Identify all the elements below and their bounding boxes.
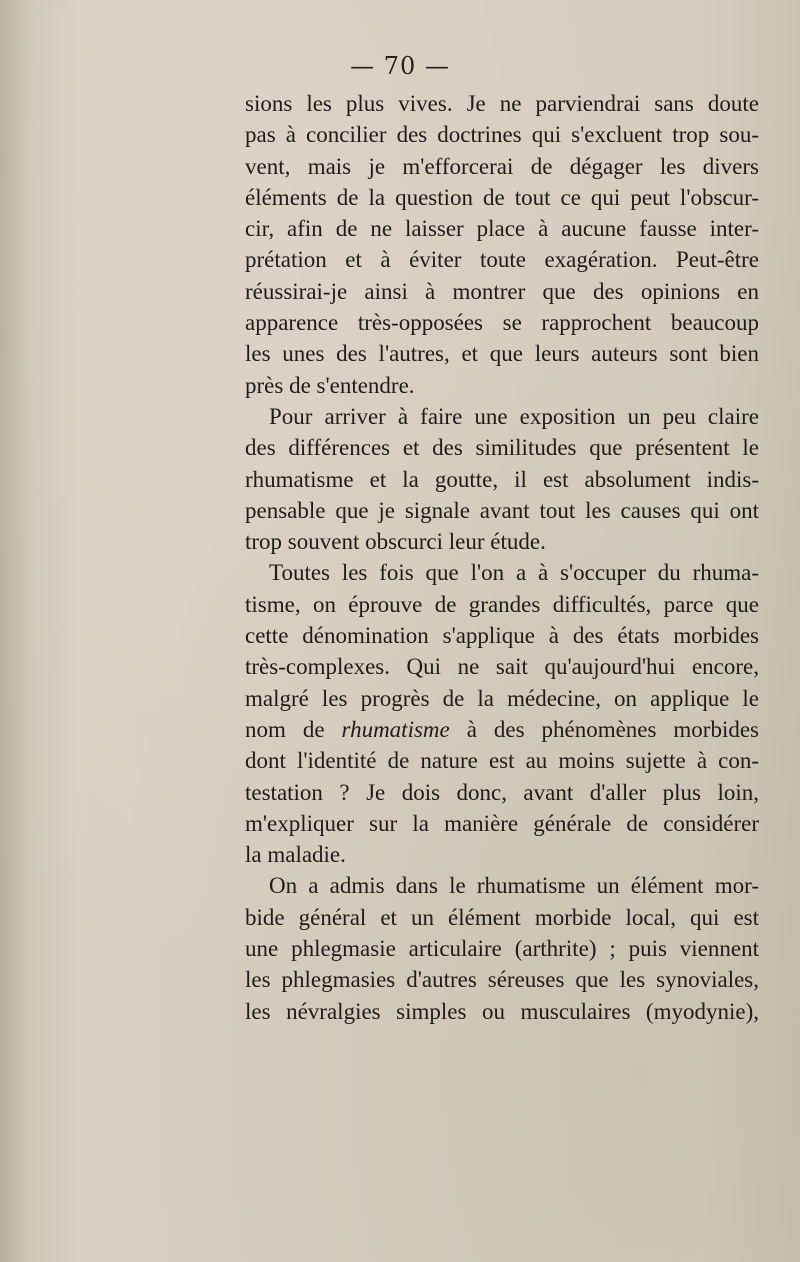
text-line: la maladie. — [245, 842, 346, 868]
text-segment: nom de — [245, 716, 325, 742]
text-line: les unes des l'autres, et que leurs auteurs sont bien — [245, 341, 759, 367]
paragraph-start-line: Pour arriver à faire une exposition un peu claire — [269, 403, 759, 429]
text-line: pensable que je signale avant tout les causes qui ont — [245, 497, 759, 523]
text-line: vent, mais je m'efforcerai de dégager les divers — [245, 153, 759, 179]
text-line: testation ? Je dois donc, avant d'aller plus loin, — [245, 779, 759, 805]
text-line: les phlegmasies d'autres séreuses que les synoviales, — [245, 967, 759, 993]
text-line: cette dénomination s'applique à des états morbides — [245, 623, 759, 649]
paragraph-start-line: On a admis dans le rhumatisme un élément mor- — [269, 873, 759, 899]
text-line: une phlegmasie articulaire (arthrite) ; puis viennent — [245, 936, 759, 962]
text-line: les névralgies simples ou musculaires (myodynie), — [245, 998, 759, 1024]
text-line-with-italic — [245, 714, 759, 745]
text-line: éléments de la question de tout ce qui peut l'obscur- — [245, 184, 759, 210]
text-line: près de s'entendre. — [245, 372, 415, 398]
text-line: prétation et à éviter toute exagération. Peut-être — [245, 247, 759, 273]
text-line: pas à concilier des doctrines qui s'excluent trop sou- — [245, 122, 759, 148]
text-line: malgré les progrès de la médecine, on applique le — [245, 685, 759, 711]
text-line: très-complexes. Qui ne sait qu'aujourd'hui encore, — [245, 654, 759, 680]
text-line: sions les plus vives. Je ne parviendrai sans doute — [245, 91, 759, 116]
paragraph-start-line: Toutes les fois que l'on a à s'occuper du rhuma- — [269, 560, 759, 586]
text-line: dont l'identité de nature est au moins sujette à con- — [245, 748, 759, 774]
text-segment: à des phénomènes morbides — [466, 716, 760, 742]
text-line: réussirai-je ainsi à montrer que des opinions en — [245, 278, 759, 304]
body-text — [245, 88, 759, 1027]
italic-term: rhumatisme — [341, 716, 450, 742]
text-line: tisme, on éprouve de grandes difficultés, parce que — [245, 591, 759, 617]
text-line: rhumatisme et la goutte, il est absolument indis- — [245, 466, 759, 492]
text-line: m'expliquer sur la manière générale de considérer — [245, 810, 759, 836]
text-line: cir, afin de ne laisser place à aucune fausse inter- — [245, 216, 759, 242]
page-number: — 70 — — [350, 52, 450, 80]
text-line: des différences et des similitudes que présentent le — [245, 435, 759, 461]
text-line: trop souvent obscurci leur étude. — [245, 529, 546, 555]
text-line: bide général et un élément morbide local, qui est — [245, 904, 759, 930]
text-line: apparence très-opposées se rapprochent beaucoup — [245, 310, 759, 336]
